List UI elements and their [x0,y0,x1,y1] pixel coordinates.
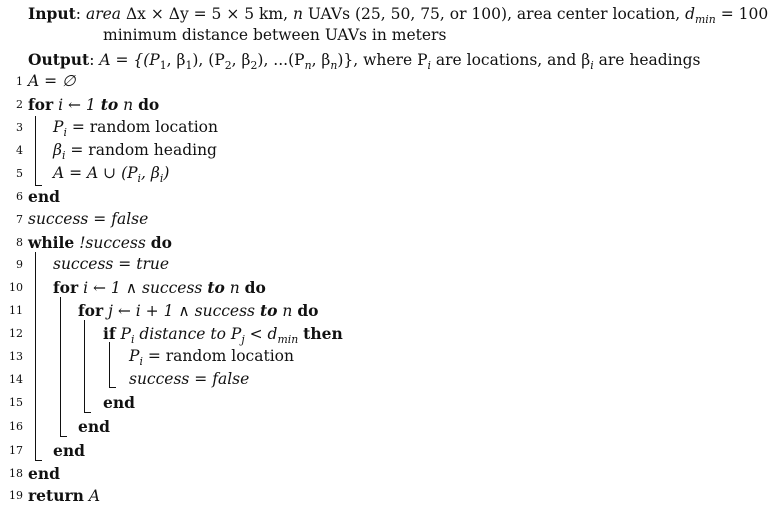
area-expr: Δx × Δy = 5 × 5 km, [125,5,289,23]
line-number: 15 [9,396,23,409]
algo-line-12: 12 if $P_i$ distance to $P_j < d_{min}$ then [0,322,717,345]
line-number: 1 [16,75,23,88]
area-var: area [85,5,122,23]
algo-line-4: 4 $\beta_i$ = random heading [0,139,717,162]
input-content: Input: area Δx × Δy = 5 × 5 km, n UAVs (25, 50, 75, or 100), area center location, $d_{min} = 100$ [28,4,768,27]
algo-line-11: 11 for j ← i + 1 ∧ success to n do [0,299,717,322]
algo-line-5: 5 A = A ∪ ($P_i$, $\beta_i$) [0,162,717,185]
algo-line-13: 13 $P_i$ = random location [0,345,717,368]
output-line [0,48,717,71]
line-number: 13 [9,350,23,363]
algo-line-19: 19 return A [0,484,717,507]
line-number: 5 [16,167,23,180]
line-number: 17 [9,444,23,457]
input-label: Input [28,4,76,23]
algo-line-15: 15 end [0,391,717,414]
algo-line-16: 16 end [0,415,717,438]
line-number: 8 [16,236,23,249]
algo-line-9: 9 success = true [0,253,717,276]
algo-line-18: 18 end [0,462,717,485]
algo-line-2: 2 for i ← 1 to n do [0,93,717,116]
n-var: n [292,5,303,23]
dmin-value: = 100 [720,5,768,23]
algo-line-14: 14 success = false [0,368,717,391]
line-number: 11 [9,304,23,317]
algo-line-1: 1 A = ∅ [0,70,717,93]
uav-text: UAVs (25, 50, 75, or 100), area center location, [307,5,681,23]
input-line [0,2,768,27]
algo-line-6: 6 end [0,185,717,208]
input-line-2 [0,24,717,47]
line-number: 16 [9,420,23,433]
line-number: 6 [16,190,23,203]
algo-line-3: 3 $P_i$ = random location [0,116,717,139]
algo-line-7: 7 success = false [0,208,717,231]
line-number: 14 [9,373,23,386]
output-label: Output [28,50,90,69]
line-number: 7 [16,213,23,226]
line-number: 18 [9,467,23,480]
line-number: 4 [16,144,23,157]
line-number: 10 [9,281,23,294]
output-content: Output: $A = \{(P_1$, $\beta_1$), ($P_2$, $\beta_2$), $...(P_n$, $\beta_n$)}, where $P_i$ are locations, and $\beta_i$ are headings [28,50,701,73]
algo-line-10: 10 for i ← 1 ∧ success to n do [0,276,717,299]
line-number: 9 [16,258,23,271]
dmin-var: $d_{min}$ [685,5,716,27]
input-desc: minimum distance between UAVs in meters [103,26,447,44]
line-number: 3 [16,121,23,134]
line-number: 2 [16,98,23,111]
algo-line-17: 17 end [0,439,717,462]
line-number: 19 [9,489,23,502]
line-number: 12 [9,327,23,340]
algo-line-8: 8 while !success do [0,231,717,254]
